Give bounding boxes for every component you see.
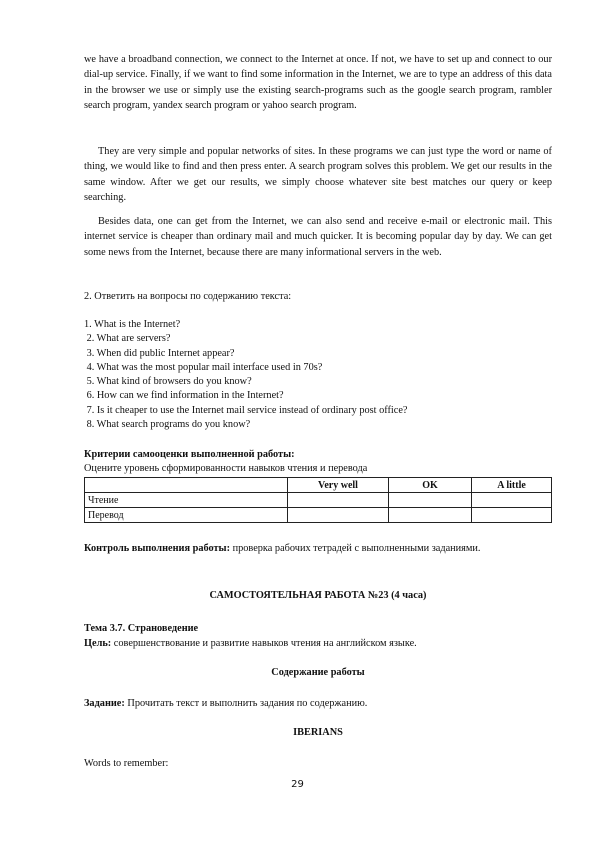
paragraph-email: Besides data, one can get from the Internet, we can also send and receive e-mail or electronic mail. This internet service is cheaper than ordinary mail and much quicker. It is becoming popular day by day. We can get some news from the Internet, because there are many informational servers in the web. [84, 216, 552, 258]
question-item: 4. What was the most popular mail interface used in 70s? [84, 361, 323, 373]
page-number: 29 [291, 779, 304, 790]
table-header-cell: A little [472, 478, 552, 493]
question-item: 7. Is it cheaper to use the Internet mail service instead of ordinary post office? [84, 404, 408, 416]
task2-heading: 2. Ответить на вопросы по содержанию текста: [84, 291, 292, 302]
text-title: IBERIANS [293, 727, 343, 738]
criteria-subheading: Оцените уровень сформированности навыков чтения и перевода [84, 463, 368, 474]
table-cell [288, 493, 389, 508]
table-cell [389, 508, 472, 523]
paragraph-internet-connection: we have a broadband connection, we connect to the Internet at once. If not, we have to set up and connect to our dial-up service. Finally, if we want to find some information in the Internet, we are to type an address of this data in the browser we use or simply use the existing search-programs such as the google search program, rambler search program, yandex search program or yahoo search program. [84, 54, 552, 111]
control-line [84, 542, 481, 556]
question-item: 8. What search programs do you know? [84, 419, 251, 431]
table-cell: Чтение [85, 493, 288, 508]
goal-line [84, 637, 417, 651]
table-cell [288, 508, 389, 523]
table-header-cell [85, 478, 288, 493]
control-label: Контроль выполнения работы: [84, 543, 231, 554]
work-title: САМОСТОЯТЕЛЬНАЯ РАБОТА №23 (4 часа) [209, 590, 427, 601]
table-row [85, 493, 552, 508]
table-header-cell: Very well [288, 478, 389, 493]
question-item: 6. How can we find information in the Internet? [84, 390, 284, 402]
goal-text: совершенствование и развитие навыков чтения на английском языке. [111, 638, 417, 649]
control-text: проверка рабочих тетрадей с выполненными заданиями. [230, 543, 481, 554]
table-cell [389, 493, 472, 508]
task-label: Задание: [84, 698, 125, 709]
task-text: Прочитать текст и выполнить задания по содержанию. [124, 698, 368, 709]
table-cell [472, 493, 552, 508]
table-cell [472, 508, 552, 523]
table-header-row [85, 478, 552, 493]
question-item: 5. What kind of browsers do you know? [84, 376, 252, 388]
question-list [84, 318, 407, 432]
table-row [85, 508, 552, 523]
table-cell: Перевод [85, 508, 288, 523]
question-item: 1. What is the Internet? [84, 319, 181, 330]
words-to-remember: Words to remember: [84, 758, 169, 769]
task-line [84, 697, 367, 711]
question-item: 2. What are servers? [84, 333, 171, 345]
criteria-table [84, 477, 552, 523]
paragraph-search-programs: They are very simple and popular networks of sites. In these programs we can just type the word or name of thing, we would like to find and then press enter. A search program solves this problem. We get our results in the same window. After we get our results, we simply choose whatever site best matches our query or keep searching. [84, 146, 552, 203]
topic-line: Тема 3.7. Страноведение [84, 623, 199, 634]
content-heading: Содержание работы [271, 667, 365, 678]
question-item: 3. When did public Internet appear? [84, 347, 235, 359]
table-header-cell: OK [389, 478, 472, 493]
criteria-heading: Критерии самооценки выполненной работы: [84, 449, 295, 460]
goal-label: Цель: [84, 638, 112, 649]
